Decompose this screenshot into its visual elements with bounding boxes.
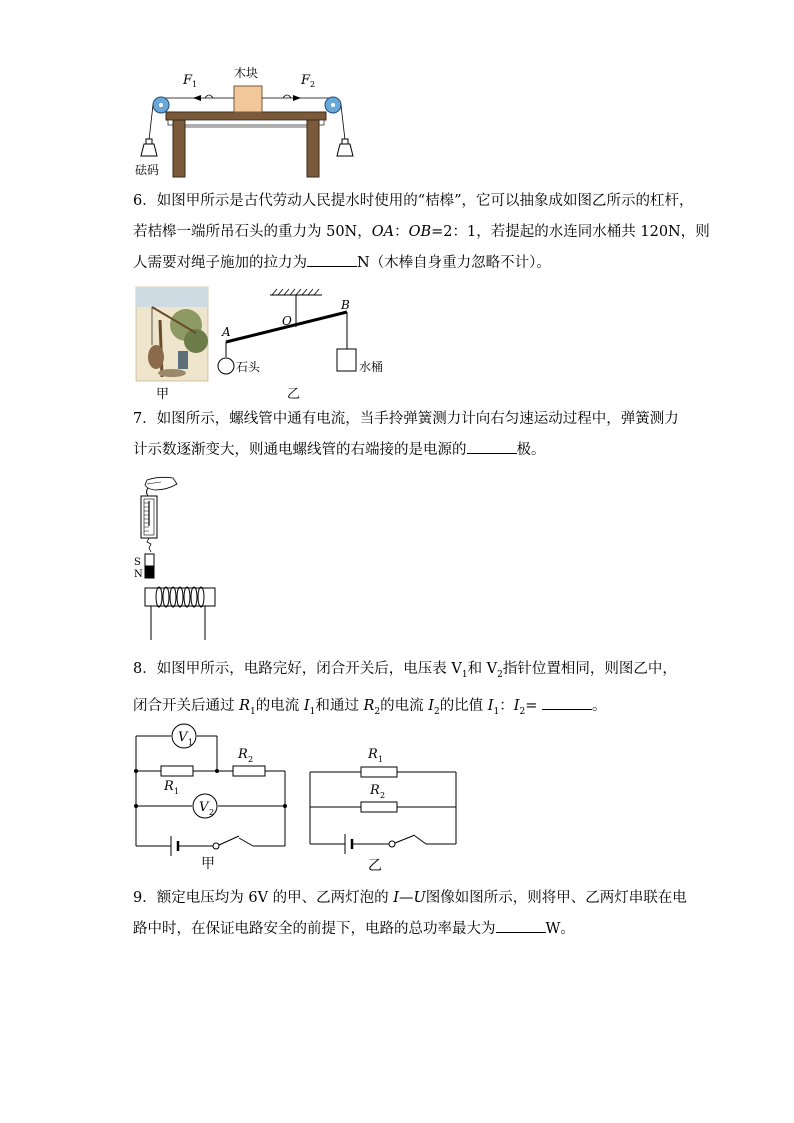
q7-line-2: 计示数逐渐变大，则通电螺线管的右端接的是电源的 极。	[133, 435, 665, 466]
svg-text:2: 2	[209, 808, 215, 817]
lever-diagram	[214, 285, 394, 403]
q6-line-1: 6．如图甲所示是古代劳动人民提水时使用的“桔槔”，它可以抽象成如图乙所示的杠杆，	[133, 193, 694, 209]
wood-block	[234, 86, 262, 112]
fig-8-jia-label: 甲	[201, 856, 215, 872]
svg-text:V: V	[178, 730, 188, 745]
fig-6-jia-label: 甲	[156, 387, 170, 402]
switch-contact	[213, 843, 219, 849]
weight-label: 砝码	[135, 163, 160, 177]
q6-answer-blank[interactable]	[307, 252, 357, 267]
magnet-n-label: N	[134, 569, 143, 580]
question-8	[133, 654, 677, 728]
q9-line-1: 9．额定电压均为 6V 的甲、乙两灯泡的 I—U图像如图所示，则将甲、乙两灯串联在电	[133, 890, 687, 906]
svg-text:2: 2	[248, 755, 254, 764]
q9-answer-blank[interactable]	[496, 918, 546, 933]
svg-text:R: R	[238, 747, 248, 762]
table-leg-right	[307, 120, 319, 177]
magnet-n	[145, 566, 154, 578]
resistor-r1	[161, 766, 193, 776]
table-leg-left	[173, 120, 185, 177]
q6-line-2: 若桔槔一端所吊石头的重力为 50N，OA：OB=2：1，若提起的水连同水桶共 120N，则	[133, 224, 710, 240]
shadoof-picture	[134, 285, 210, 403]
q7-answer-blank[interactable]	[467, 439, 517, 454]
resistor-r2-yi	[361, 802, 397, 812]
svg-text:1: 1	[174, 787, 180, 796]
block-label: 木块	[234, 66, 259, 80]
q6-line-3: 人需要对绳子施加的拉力为 N（木棒自身重力忽略不计）。	[133, 248, 665, 279]
weight-right	[337, 144, 353, 156]
f1-label: $F_1$	[183, 73, 198, 89]
point-a: A	[222, 325, 231, 339]
svg-text:R: R	[368, 747, 378, 762]
circuit-jia	[130, 722, 295, 874]
fig-6-yi-label: 乙	[287, 387, 301, 402]
switch-contact-yi	[389, 841, 395, 847]
stone-label: 石头	[236, 360, 261, 374]
question-6	[133, 186, 710, 279]
bucket-label: 水桶	[359, 360, 384, 374]
svg-text:1: 1	[378, 755, 384, 764]
bucket-box	[337, 349, 356, 371]
q8-answer-blank[interactable]	[542, 695, 592, 710]
magnet-s-label: S	[134, 557, 141, 568]
svg-text:2: 2	[380, 791, 386, 800]
solenoid-figure	[133, 476, 253, 644]
resistor-r2	[233, 766, 265, 776]
fig-8-yi-label: 乙	[368, 858, 382, 874]
question-9	[133, 883, 687, 945]
f2-label: $F_2$	[301, 73, 316, 89]
svg-text:R: R	[370, 783, 380, 798]
q7-line-1: 7．如图所示，螺线管中通有电流，当手拎弹簧测力计向右匀速运动过程中，弹簧测力	[133, 411, 679, 427]
point-o: O	[282, 314, 292, 328]
question-7	[133, 404, 679, 466]
svg-text:V: V	[199, 800, 209, 815]
q8-line-2: 闭合开关后通过 $R_1$的电流 $I_1$和通过 $R_2$的电流 $I_2$的比值 $I_1$：$I_2=$ 。	[133, 691, 665, 728]
q8-line-1: 8．如图甲所示，电路完好，闭合开关后，电压表 $V_1$和 $V_2$指针位置相同，则图乙中，	[133, 661, 677, 680]
stone-circle	[218, 358, 234, 374]
switch-blade	[219, 836, 239, 845]
resistor-r1-yi	[361, 767, 397, 777]
magnet-s	[145, 554, 154, 566]
svg-text:1: 1	[188, 738, 194, 747]
q9-line-2: 路中时，在保证电路安全的前提下，电路的总功率最大为 W。	[133, 914, 665, 945]
f2-arrow	[293, 95, 301, 101]
circuit-yi	[304, 742, 464, 880]
block-table-figure	[133, 60, 363, 180]
point-b: B	[341, 298, 350, 312]
weight-left	[141, 144, 157, 156]
table-top	[166, 112, 326, 120]
f1-arrow	[193, 95, 201, 101]
svg-text:R: R	[164, 779, 174, 794]
